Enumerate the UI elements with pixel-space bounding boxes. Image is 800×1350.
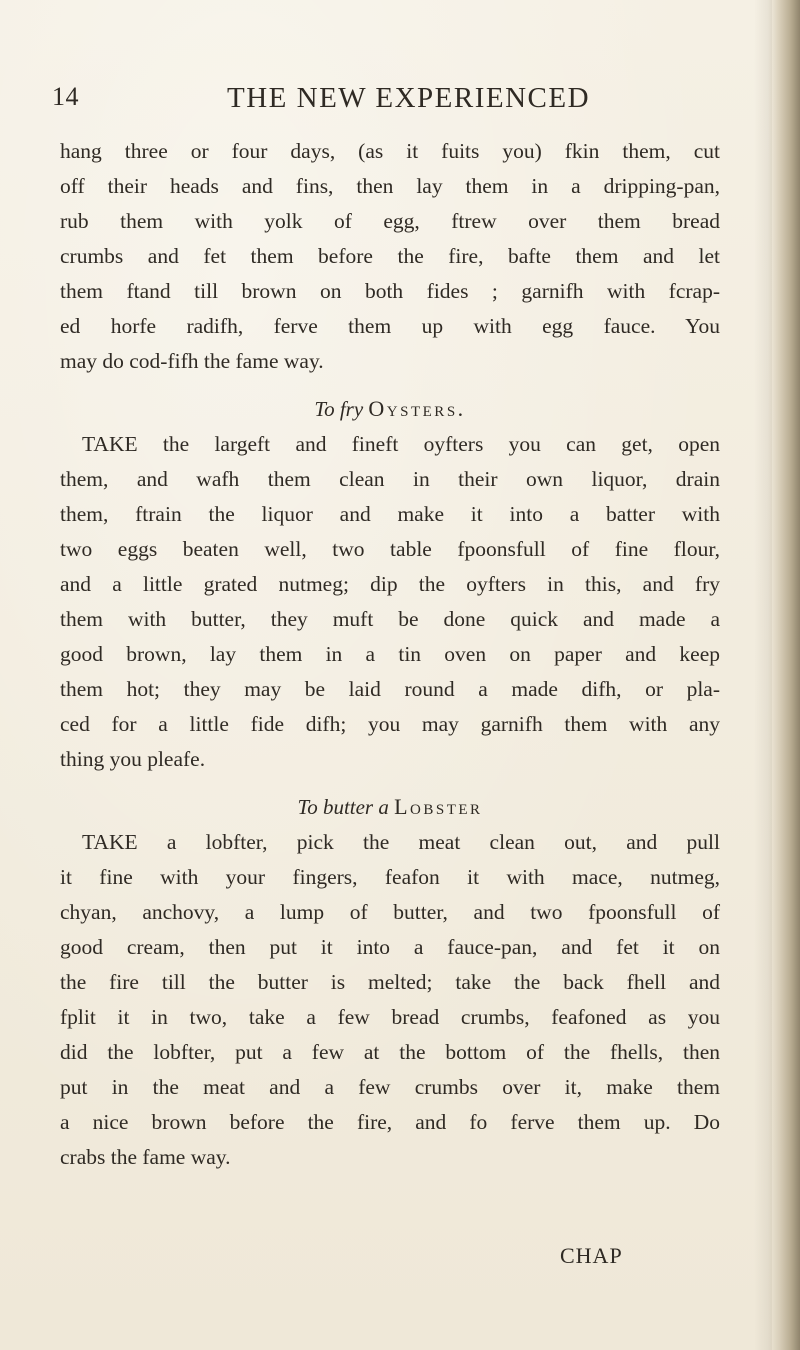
- text-line: crumbs and fet them before the fire, bafte them and let: [60, 244, 720, 268]
- section-gap: [60, 777, 720, 789]
- text-line: good cream, then put it into a fauce-pan, and fet it on: [60, 935, 720, 959]
- heading-italic: To butter a: [297, 795, 389, 819]
- text-line: and a little grated nutmeg; dip the oyfters in this, and fry: [60, 572, 720, 596]
- text-line: ced for a little fide difh; you may garnifh them with any: [60, 712, 720, 736]
- text-line: did the lobfter, put a few at the bottom of the fhells, then: [60, 1040, 720, 1064]
- text-line: ed horfe radifh, ferve them up with egg fauce. You: [60, 314, 720, 338]
- text-line: crabs the fame way.: [60, 1145, 231, 1169]
- recipe-lobster: [60, 789, 720, 1175]
- intro-paragraph: [60, 134, 720, 379]
- heading-italic: To fry: [314, 397, 364, 421]
- text-line: fplit it in two, take a few bread crumbs, feafoned as you: [60, 1005, 720, 1029]
- page-body: [60, 134, 720, 1175]
- text-line: the fire till the butter is melted; take the back fhell and: [60, 970, 720, 994]
- text-line: off their heads and fins, then lay them in a dripping-pan,: [60, 174, 720, 198]
- heading-caps: Oysters.: [368, 396, 466, 421]
- text-line: thing you pleafe.: [60, 747, 206, 771]
- text-line: them with butter, they muft be done quick and made a: [60, 607, 720, 631]
- section-gap: [60, 379, 720, 391]
- text-line: two eggs beaten well, two table fpoonsfull of fine flour,: [60, 537, 720, 561]
- recipe-oysters: [60, 391, 720, 777]
- running-head: THE NEW EXPERIENCED: [227, 82, 591, 114]
- text-line: hang three or four days, (as it fuits you) fkin them, cut: [60, 139, 720, 163]
- recipe-heading: [60, 391, 720, 427]
- text-line: TAKE the largeft and fineft oyfters you can get, open: [82, 432, 720, 456]
- text-line: rub them with yolk of egg, ftrew over them bread: [60, 209, 720, 233]
- text-line: them, ftrain the liquor and make it into a batter with: [60, 502, 720, 526]
- text-line: a nice brown before the fire, and fo ferve them up. Do: [60, 1110, 720, 1134]
- text-line: them ftand till brown on both fides ; garnifh with fcrap-: [60, 279, 720, 303]
- text-line: TAKE a lobfter, pick the meat clean out, and pull: [82, 830, 720, 854]
- page-binding-edge: [768, 0, 800, 1350]
- page-header: [52, 82, 752, 122]
- text-line: may do cod-fifh the fame way.: [60, 349, 324, 373]
- recipe-heading: [60, 789, 720, 825]
- text-line: put in the meat and a few crumbs over it, make them: [60, 1075, 720, 1099]
- text-line: good brown, lay them in a tin oven on paper and keep: [60, 642, 720, 666]
- text-line: them, and wafh them clean in their own liquor, drain: [60, 467, 720, 491]
- catchword: CHAP: [560, 1243, 623, 1268]
- text-line: them hot; they may be laid round a made difh, or pla-: [60, 677, 720, 701]
- text-line: it fine with your fingers, feafon it with mace, nutmeg,: [60, 865, 720, 889]
- text-line: chyan, anchovy, a lump of butter, and two fpoonsfull of: [60, 900, 720, 924]
- heading-caps: Lobster: [394, 794, 483, 819]
- page-number: 14: [52, 82, 79, 111]
